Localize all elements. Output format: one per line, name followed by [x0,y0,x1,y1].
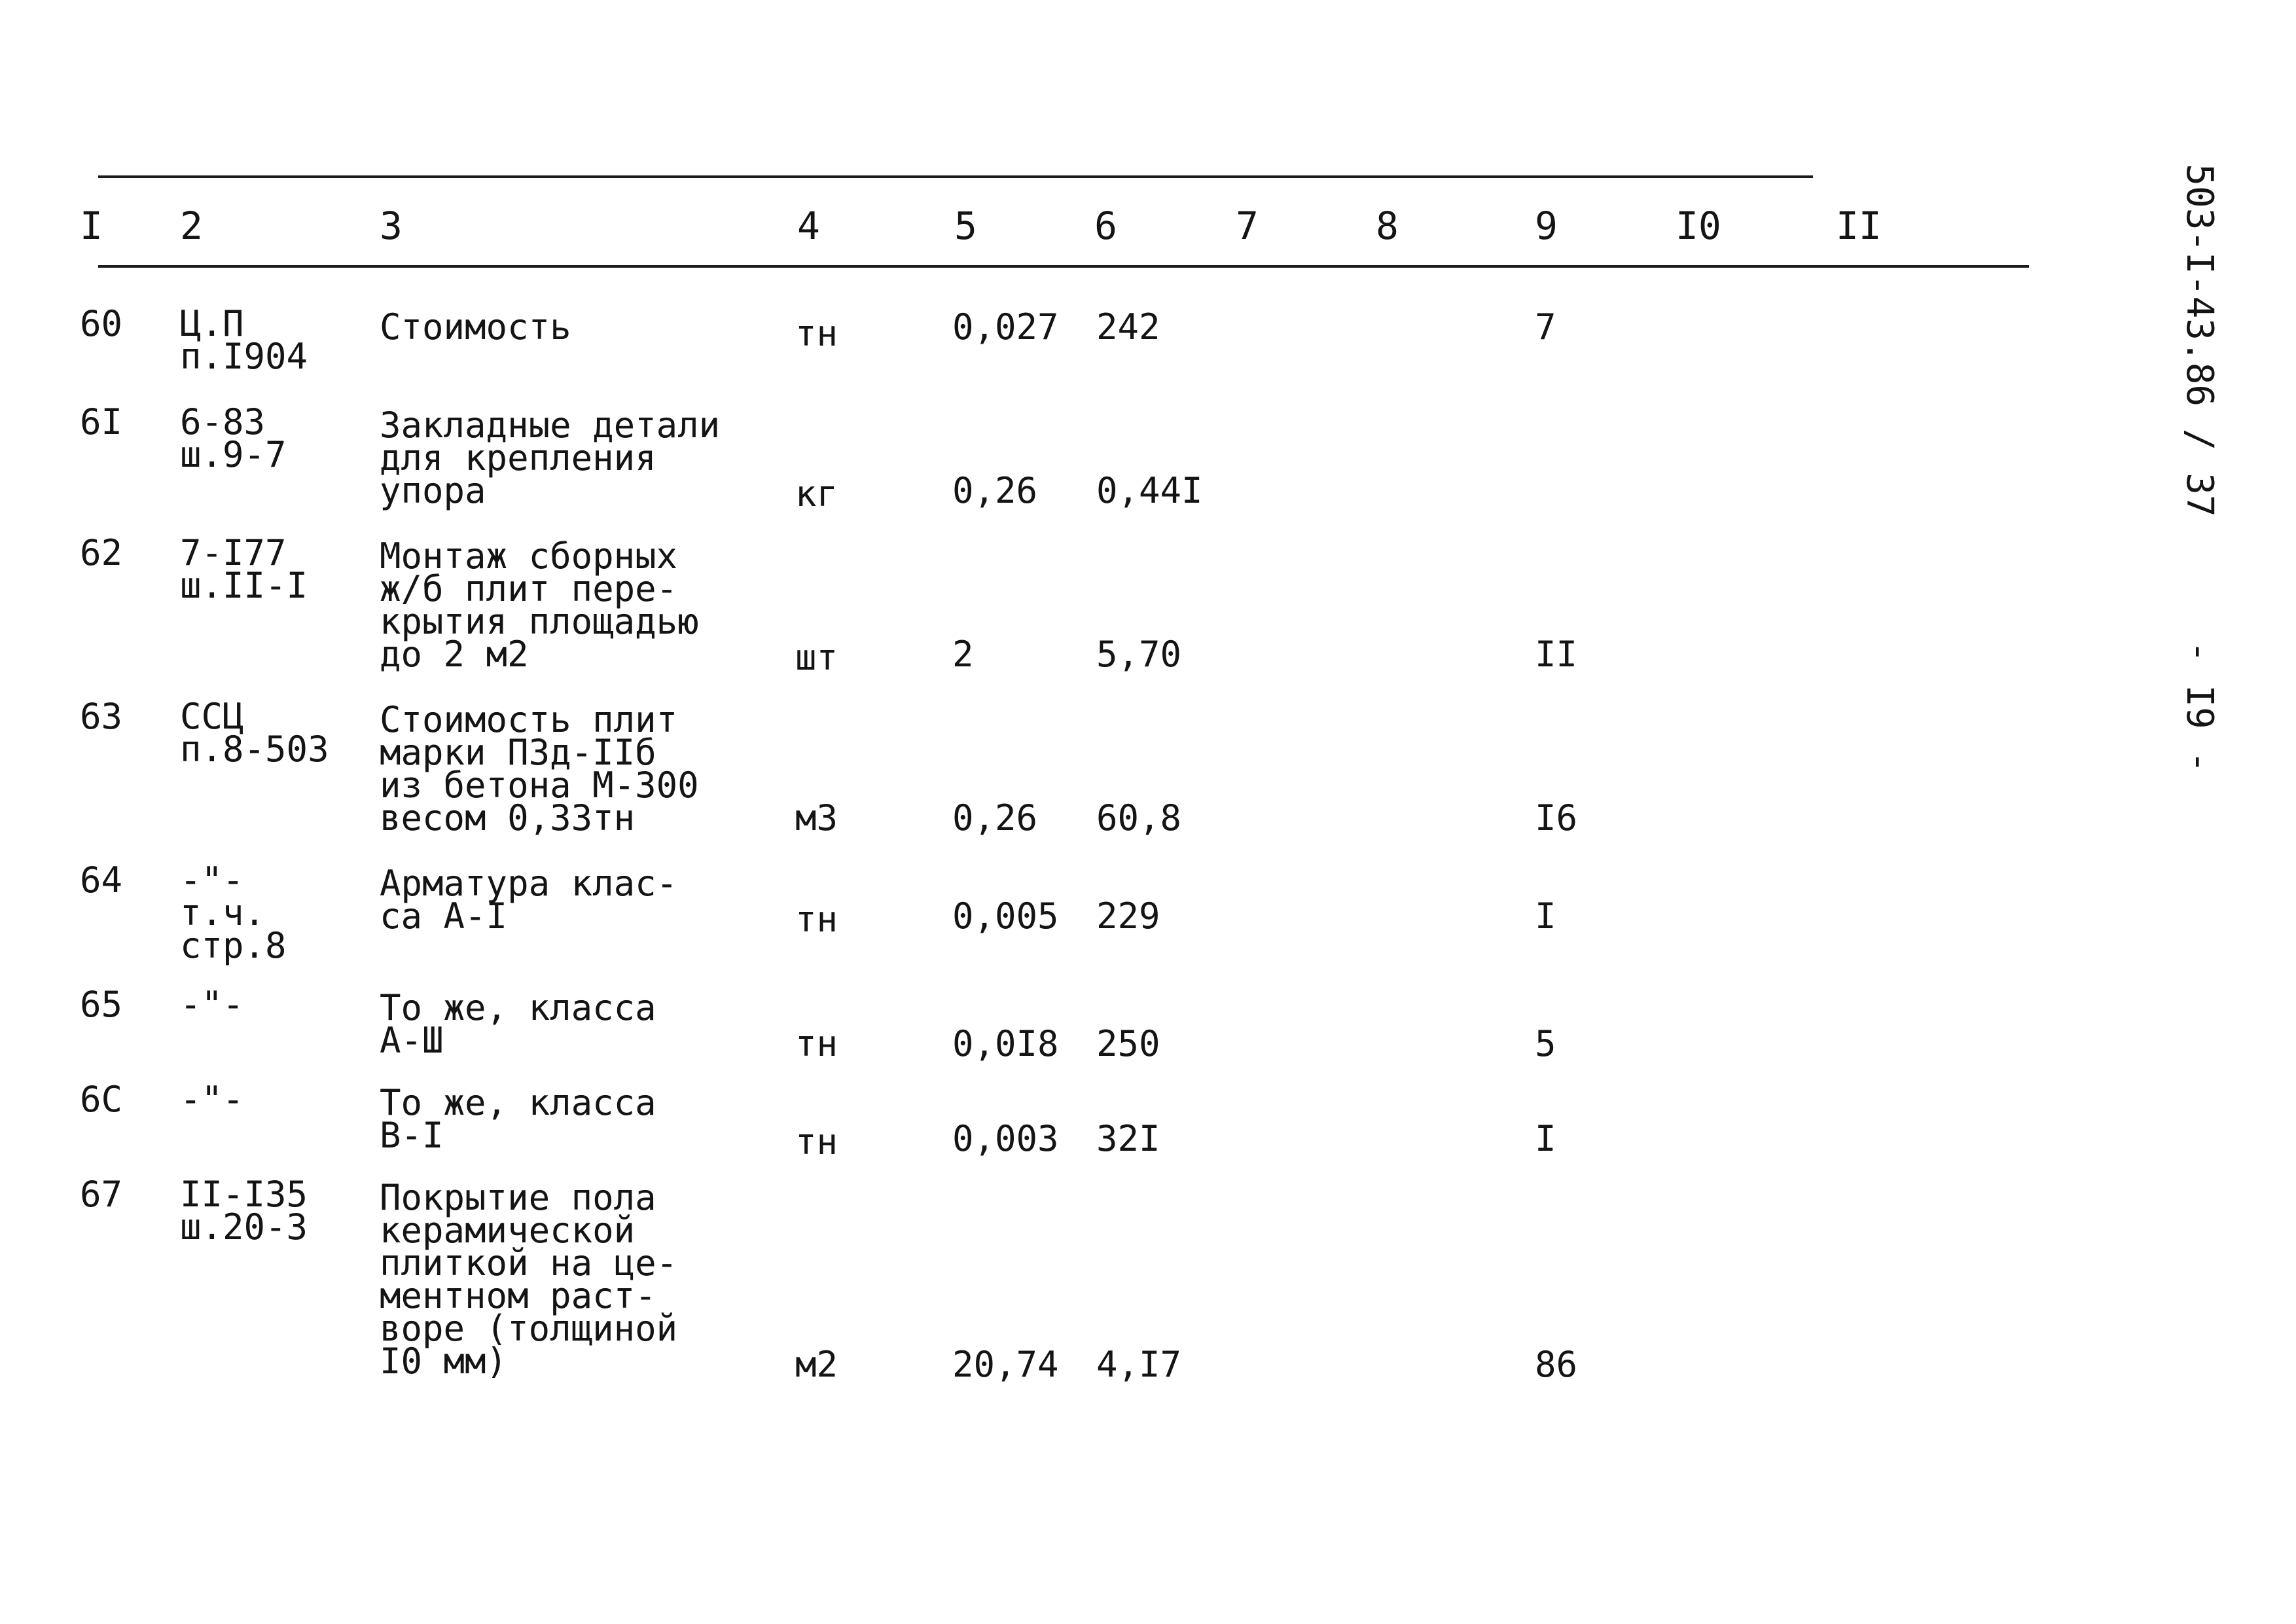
row-quantity: 0,26 [952,797,1038,839]
document-code-text: 503-I-43.86 / 37 [2178,164,2221,517]
row-quantity: 0,26 [952,470,1038,511]
row-total: I6 [1535,797,1578,839]
row-unit: м2 [795,1344,838,1385]
row-unit: м3 [795,797,838,839]
row-unit-price: 250 [1096,1023,1160,1064]
row-unit-price: 229 [1096,895,1160,937]
row-number: 63 [80,696,123,737]
row-unit: тн [795,313,838,354]
row-total: II [1535,634,1578,675]
row-description: Закладные детали для крепления упора [380,405,721,511]
row-total: 86 [1535,1344,1578,1385]
row-unit: тн [795,899,838,940]
row-quantity: 0,003 [952,1118,1059,1159]
row-reference: Ц.П п.I904 [180,303,308,377]
table-top-rule [98,175,1813,178]
row-description: Арматура клас- са А-I [380,863,678,937]
row-reference: 7-I77 ш.II-I [180,532,308,606]
row-description: Покрытие пола керамической плиткой на це- ментном раст- воре (толщиной I0 мм) [380,1177,678,1382]
row-unit-price: 60,8 [1096,797,1182,839]
column-header-10: I0 [1676,204,1721,248]
column-header-3: 3 [380,204,403,248]
row-quantity: 20,74 [952,1344,1059,1385]
row-unit: кг [795,473,838,514]
document-code [2179,164,2219,517]
row-quantity: 2 [952,634,974,675]
row-description: Стоимость плит марки ПЗд-IIб из бетона М-300 весом 0,33тн [380,699,699,839]
row-description: Стоимость [380,306,571,348]
row-description: Монтаж сборных ж/б плит пере- крытия площадью до 2 м2 [380,535,699,675]
row-unit-price: 32I [1096,1118,1160,1159]
row-number: 62 [80,532,123,573]
row-number: 60 [80,303,123,344]
row-number: 6I [80,401,123,442]
column-header-9: 9 [1535,204,1558,248]
row-total: 5 [1535,1023,1556,1064]
column-header-2: 2 [180,204,203,248]
row-number: 67 [80,1174,123,1215]
column-header-4: 4 [797,204,820,248]
row-number: 64 [80,859,123,901]
row-unit-price: 4,I7 [1096,1344,1182,1385]
page-number [2179,628,2219,785]
row-description: То же, класса А-Ш [380,987,656,1061]
row-reference: -"- [180,984,244,1025]
column-header-6: 6 [1094,204,1117,248]
page-number-text: - I9 - [2178,640,2221,774]
column-header-1: I [80,204,103,248]
row-reference: II-I35 ш.20-3 [180,1174,308,1248]
row-total: 7 [1535,306,1556,348]
row-unit-price: 242 [1096,306,1160,348]
row-number: 65 [80,984,123,1025]
row-total: I [1535,1118,1556,1159]
table-header-rule [98,265,2029,268]
row-unit: тн [795,1121,838,1163]
row-unit: тн [795,1023,838,1064]
column-header-11: II [1836,204,1882,248]
row-total: I [1535,895,1556,937]
row-quantity: 0,0I8 [952,1023,1059,1064]
row-reference: -"- [180,1079,244,1120]
row-description: То же, класса В-I [380,1082,656,1156]
row-reference: ССЦ п.8-503 [180,696,329,770]
row-unit-price: 0,44I [1096,470,1203,511]
row-number: 6С [80,1079,123,1120]
row-unit-price: 5,70 [1096,634,1182,675]
column-header-8: 8 [1376,204,1399,248]
column-header-5: 5 [954,204,977,248]
row-reference: -"- т.ч. стр.8 [180,859,287,966]
row-quantity: 0,027 [952,306,1059,348]
row-unit: шт [795,637,838,678]
column-header-7: 7 [1236,204,1259,248]
row-quantity: 0,005 [952,895,1059,937]
row-reference: 6-83 ш.9-7 [180,401,287,475]
